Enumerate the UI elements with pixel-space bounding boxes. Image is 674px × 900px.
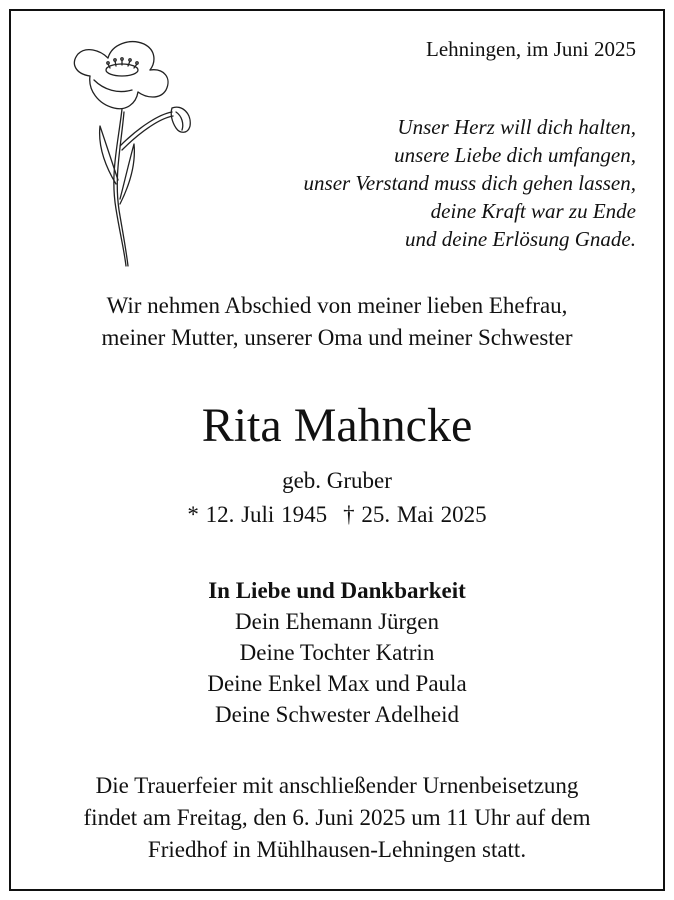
place-date: Lehningen, im Juni 2025 [426,37,636,61]
mourner-line: Deine Tochter Katrin [239,640,435,665]
poem-line: und deine Erlösung Gnade. [405,227,636,251]
poem-line: deine Kraft war zu Ende [430,199,636,223]
life-dates [0,500,674,530]
mourners [0,575,674,730]
farewell-line: Wir nehmen Abschied von meiner lieben Ehefrau, [106,293,568,318]
mourner-line: Deine Schwester Adelheid [215,702,459,727]
farewell-line: meiner Mutter, unserer Oma und meiner Schwester [101,325,573,350]
poem-line: unsere Liebe dich umfangen, [394,143,636,167]
birth-date: * 12. Juli 1945 [187,502,328,527]
death-date: † 25. Mai 2025 [343,502,487,527]
poem-line: Unser Herz will dich halten, [397,115,636,139]
service-info [0,770,674,866]
service-line: Friedhof in Mühlhausen-Lehningen statt. [147,837,527,862]
deceased-name: Rita Mahncke [201,399,473,452]
service-line: findet am Freitag, den 6. Juni 2025 um 11 Uhr auf dem [83,805,591,830]
poem [304,113,636,253]
farewell-text [0,290,674,354]
mourner-line: Dein Ehemann Jürgen [235,609,439,634]
maiden-name: geb. Gruber [282,468,392,493]
mourner-line: Deine Enkel Max und Paula [207,671,467,696]
poem-line: unser Verstand muss dich gehen lassen, [303,171,636,195]
mourners-heading: In Liebe und Dankbarkeit [208,578,466,603]
service-line: Die Trauerfeier mit anschließender Urnenbeisetzung [95,773,579,798]
poppy-flower-icon [60,34,200,274]
